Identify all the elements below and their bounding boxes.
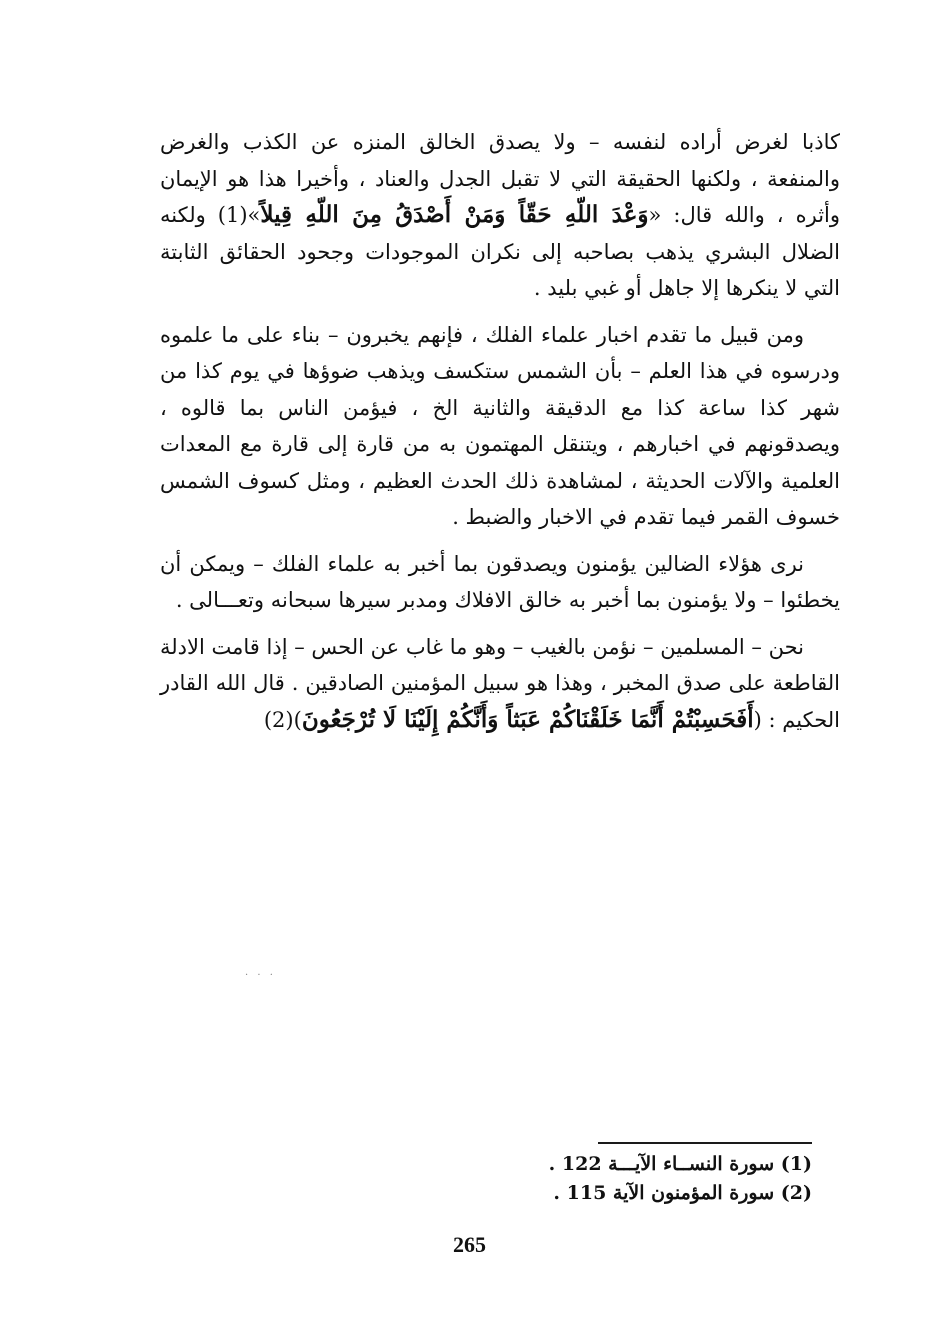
footnote-divider [598,1142,812,1144]
footnote-1: (1) سورة النســاء الآيـــة 122 . [548,1153,812,1175]
footnotes [440,1150,812,1208]
quran-verse-quote: وَعْدَ اللّهِ حَقّاً وَمَنْ أَصْدَقُ مِنَ اللّهِ قِيلاً [260,201,649,228]
paragraph-1 [160,124,840,307]
paragraph-4-text-after: )(2) [263,707,302,732]
page-number: 265 [453,1232,486,1257]
paragraph-1-text-after: »(1) ولكنه الضلال البشري يذهب بصاحبه إلى نكران الموجودات وجحود الحقائق الثابتة التي لا ينكرها إلا جاهل أو غبي بليد . [160,203,840,300]
footnote-2: (2) سورة المؤمنون الآية 115 . [553,1182,812,1204]
main-text [160,124,840,738]
quran-verse-quote: أَفَحَسِبْتُمْ أَنَّمَا خَلَقْنَاكُمْ عَبَثاً وَأَنَّكُمْ إِلَيْنَا لَا تُرْجَعُونَ [301,705,754,733]
scan-specks: · · · [245,970,276,981]
paragraph-4 [160,629,840,739]
paragraph-1-text-before: كاذبا لغرض أراده لنفسه – ولا يصدق الخالق المنزه عن الكذب والغرض والمنفعة ، ولكنها الحقيقة التي لا تقبل الجدل والعناد ، وأخيرا هذا هو الإيمان وأثره ، والله قال: « [160,130,841,227]
paragraph-4-text-before: نحن – المسلمين – نؤمن بالغيب – وهو ما غاب عن الحس – إذا قامت الادلة القاطعة على صدق المخبر ، وهذا هو سبيل المؤمنين الصادقين . قال الله القادر الحكيم : ( [160,634,840,732]
paragraph-2-text: ومن قبيل ما تقدم اخبار علماء الفلك ، فإنهم يخبرون – بناء على ما علموه ودرسوه في هذا العلم – بأن الشمس ستكسف ويذهب ضوؤها في يوم كذا من شهر كذا ساعة كذا مع الدقيقة والثانية الخ ، فيؤمن الناس بما قالوه ، ويصدقونهم في اخبارهم ، ويتنقل المهتمون به من قارة إلى قارة مع المعدات العلمية والآلات الحديثة ، لمشاهدة ذلك الحدث العظيم ، ومثل كسوف الشمس خسوف القمر فيما تقدم في الاخبار والضبط . [160,322,840,529]
paragraph-2 [160,317,840,536]
paragraph-3-text: نرى هؤلاء الضالين يؤمنون ويصدقون بما أخبر به علماء الفلك – ويمكن أن يخطئوا – ولا يؤمنون بما أخبر به خالق الافلاك ومدبر سيرها سبحانه وتعـــالى . [160,551,840,612]
paragraph-3 [160,546,840,619]
